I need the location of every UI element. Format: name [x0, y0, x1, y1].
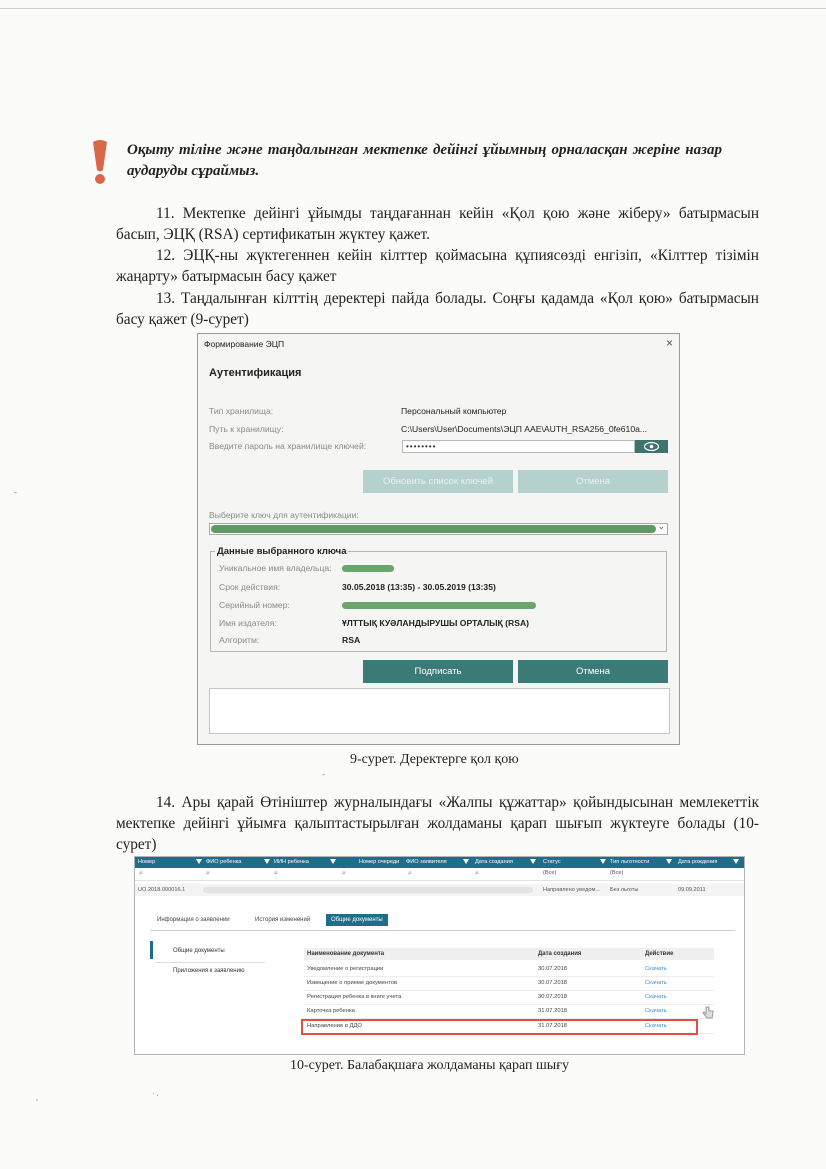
doc-name: Карточка ребенка	[307, 1008, 355, 1014]
issuer-label: Имя издателя:	[219, 618, 277, 628]
doc-name-header: Наименование документа	[307, 951, 385, 957]
col-birth-date[interactable]: Дата рождения	[678, 859, 718, 865]
step-12: 12. ЭЦҚ-ны жүктегеннен кейін кілттер қоймасына құпиясөзді енгізіп, «Кілттер тізімін жаңарту» батырмасын басу қажет	[116, 247, 759, 285]
tab-divider	[150, 930, 735, 931]
eye-icon	[635, 440, 668, 453]
col-status[interactable]: Статус	[543, 859, 561, 865]
doc-name: Регистрация ребенка в книге учета	[307, 994, 402, 1000]
redacted-key	[211, 525, 656, 533]
choose-key-label: Выберите ключ для аутентификации:	[209, 510, 359, 520]
ecp-dialog	[197, 333, 680, 745]
table-row[interactable]	[135, 884, 744, 896]
serial-label: Серийный номер:	[219, 600, 290, 610]
filter-icon[interactable]	[666, 859, 672, 864]
doc-date-header: Дата создания	[538, 951, 582, 957]
doc-date: 30.07.2018	[538, 966, 568, 972]
search-icon[interactable]: ⌕	[342, 870, 346, 877]
show-password-button[interactable]	[635, 440, 668, 453]
cancel-top-button[interactable]: Отмена	[518, 470, 668, 493]
key-details-panel	[210, 546, 667, 652]
col-child-iin[interactable]: ИИН ребенка	[274, 859, 309, 865]
filter-icon[interactable]	[196, 859, 202, 864]
scan-speck: -	[322, 770, 325, 779]
search-icon[interactable]: ⌕	[408, 870, 412, 877]
col-applicant[interactable]: ФИО заявителя	[406, 859, 447, 865]
row-number: UO.2018.000016.1	[138, 887, 186, 893]
filter-icon[interactable]	[733, 859, 739, 864]
doc-action-header: Действие	[645, 951, 674, 957]
benefit-filter[interactable]: (Все)	[610, 870, 624, 876]
storage-type-value: Персональный компьютер	[401, 406, 507, 416]
chevron-down-icon: ⌄	[657, 521, 665, 531]
status-filter[interactable]: (Все)	[543, 870, 557, 876]
applications-journal	[134, 856, 745, 1055]
cursor-hand-icon	[701, 1005, 715, 1019]
algorithm-label: Алгоритм:	[219, 635, 260, 645]
exclamation-icon	[88, 138, 112, 186]
page-top-rule	[0, 8, 826, 9]
path-label: Путь к хранилищу:	[209, 424, 284, 434]
figure-10-caption: 10-сурет. Балабақшаға жолдаманы қарап шығу	[290, 1058, 569, 1073]
filter-icon[interactable]	[330, 859, 336, 864]
download-link[interactable]: Скачать	[645, 1023, 667, 1029]
issuer-value: ҰЛТТЫҚ КУӘЛАНДЫРУШЫ ОРТАЛЫҚ (RSA)	[342, 618, 530, 628]
refresh-keys-button[interactable]: Обновить список ключей	[363, 470, 513, 493]
sign-button[interactable]: Подписать	[363, 660, 513, 683]
tab-general-documents[interactable]: Общие документы	[326, 914, 388, 926]
redacted-owner	[342, 565, 394, 572]
table-row	[304, 962, 714, 977]
search-icon[interactable]: ⌕	[139, 870, 143, 877]
redacted-row-data	[203, 887, 533, 893]
side-divider	[155, 962, 265, 963]
algorithm-value: RSA	[342, 635, 361, 645]
validity-label: Срок действия:	[219, 582, 281, 592]
row-benefit: Без льготы	[610, 887, 639, 893]
tab-application-info[interactable]: Информация о заявлении	[157, 917, 230, 923]
password-field[interactable]: ••••••••	[402, 440, 635, 453]
col-queue-number[interactable]: Номер очереди	[359, 859, 400, 865]
col-number[interactable]: Номер	[138, 859, 156, 865]
doc-date: 30.07.2018	[538, 994, 568, 1000]
dialog-title: Формирование ЭЦП	[204, 339, 285, 349]
cancel-button[interactable]: Отмена	[518, 660, 668, 683]
owner-label: Уникальное имя владельца:	[219, 563, 332, 573]
search-icon[interactable]: ⌕	[206, 870, 210, 877]
scan-speck: -	[14, 488, 17, 497]
doc-name: Извещение о приеме документов	[307, 980, 398, 986]
table-row	[304, 976, 714, 991]
filter-icon[interactable]	[600, 859, 606, 864]
step-11: 11. Мектепке дейінгі ұйымды таңдағаннан кейін «Қол қою және жіберу» батырмасын басып, ЭЦҚ (RSA) сертификатын жүктеу қажет.	[116, 205, 759, 243]
notice-text: Оқыту тіліне және таңдалынған мектепке дейінгі ұйымның орналасқан жеріне назар аударуды сұраймыз.	[127, 142, 722, 179]
table-row	[304, 1004, 714, 1019]
log-area	[209, 688, 670, 734]
doc-name: Уведомление о регистрации	[307, 966, 384, 972]
side-item-attachments[interactable]: Приложения к заявлению	[173, 968, 245, 974]
key-panel-title: Данные выбранного ключа	[217, 546, 347, 557]
doc-date: 31.07.2018	[538, 1008, 568, 1014]
side-active-marker	[150, 941, 153, 959]
filter-icon[interactable]	[463, 859, 469, 864]
download-link[interactable]: Скачать	[645, 980, 667, 986]
path-value: C:\Users\User\Documents\ЭЦП AAE\AUTH_RSA256_0fe610a...	[401, 424, 648, 434]
search-icon[interactable]: ⌕	[475, 870, 479, 877]
auth-heading: Аутентификация	[209, 367, 302, 379]
figure-9-caption: 9-сурет. Деректерге қол қою	[350, 752, 519, 767]
col-child-name[interactable]: ФИО ребенка	[206, 859, 242, 865]
doc-name: Направление в ДДО	[307, 1023, 362, 1029]
col-created-date[interactable]: Дата создания	[475, 859, 513, 865]
download-link[interactable]: Скачать	[645, 966, 667, 972]
search-icon[interactable]: ⌕	[274, 870, 278, 877]
side-item-general-documents[interactable]: Общие документы	[173, 948, 225, 954]
close-icon[interactable]: ×	[665, 336, 673, 350]
tab-change-history[interactable]: История изменений	[255, 917, 311, 923]
row-birth-date: 09.09.2011	[678, 887, 706, 893]
table-row	[304, 990, 714, 1005]
scan-speck: · .	[152, 1090, 159, 1098]
validity-value: 30.05.2018 (13:35) - 30.05.2019 (13:35)	[342, 582, 496, 592]
col-benefit[interactable]: Тип льготности	[610, 859, 650, 865]
doc-date: 31.07.2018	[538, 1023, 568, 1029]
key-select[interactable]	[209, 523, 668, 535]
redacted-serial	[342, 602, 536, 609]
filter-icon[interactable]	[264, 859, 270, 864]
highlight-box	[301, 1019, 698, 1035]
storage-type-label: Тип хранилища:	[209, 406, 274, 416]
step-13: 13. Таңдалынған кілттің деректері пайда болады. Соңғы қадамда «Қол қою» батырмасын басу қажет (9-сурет)	[116, 290, 759, 328]
password-label: Введите пароль на хранилище ключей:	[209, 441, 367, 451]
scan-speck: '	[36, 1098, 38, 1106]
download-link[interactable]: Скачать	[645, 1008, 667, 1014]
filter-icon[interactable]	[530, 859, 536, 864]
step-14: 14. Ары қарай Өтініштер журналындағы «Жалпы құжаттар» қойындысынан мемлекеттік мектепке дейінгі ұйымға қалыптастырылған жолдаманы қарап шығып жүктеуге болады (10-сурет)	[116, 794, 759, 853]
row-status: Направлено уведом...	[543, 887, 600, 893]
search-row	[135, 868, 744, 881]
doc-date: 30.07.2018	[538, 980, 568, 986]
download-link[interactable]: Скачать	[645, 994, 667, 1000]
